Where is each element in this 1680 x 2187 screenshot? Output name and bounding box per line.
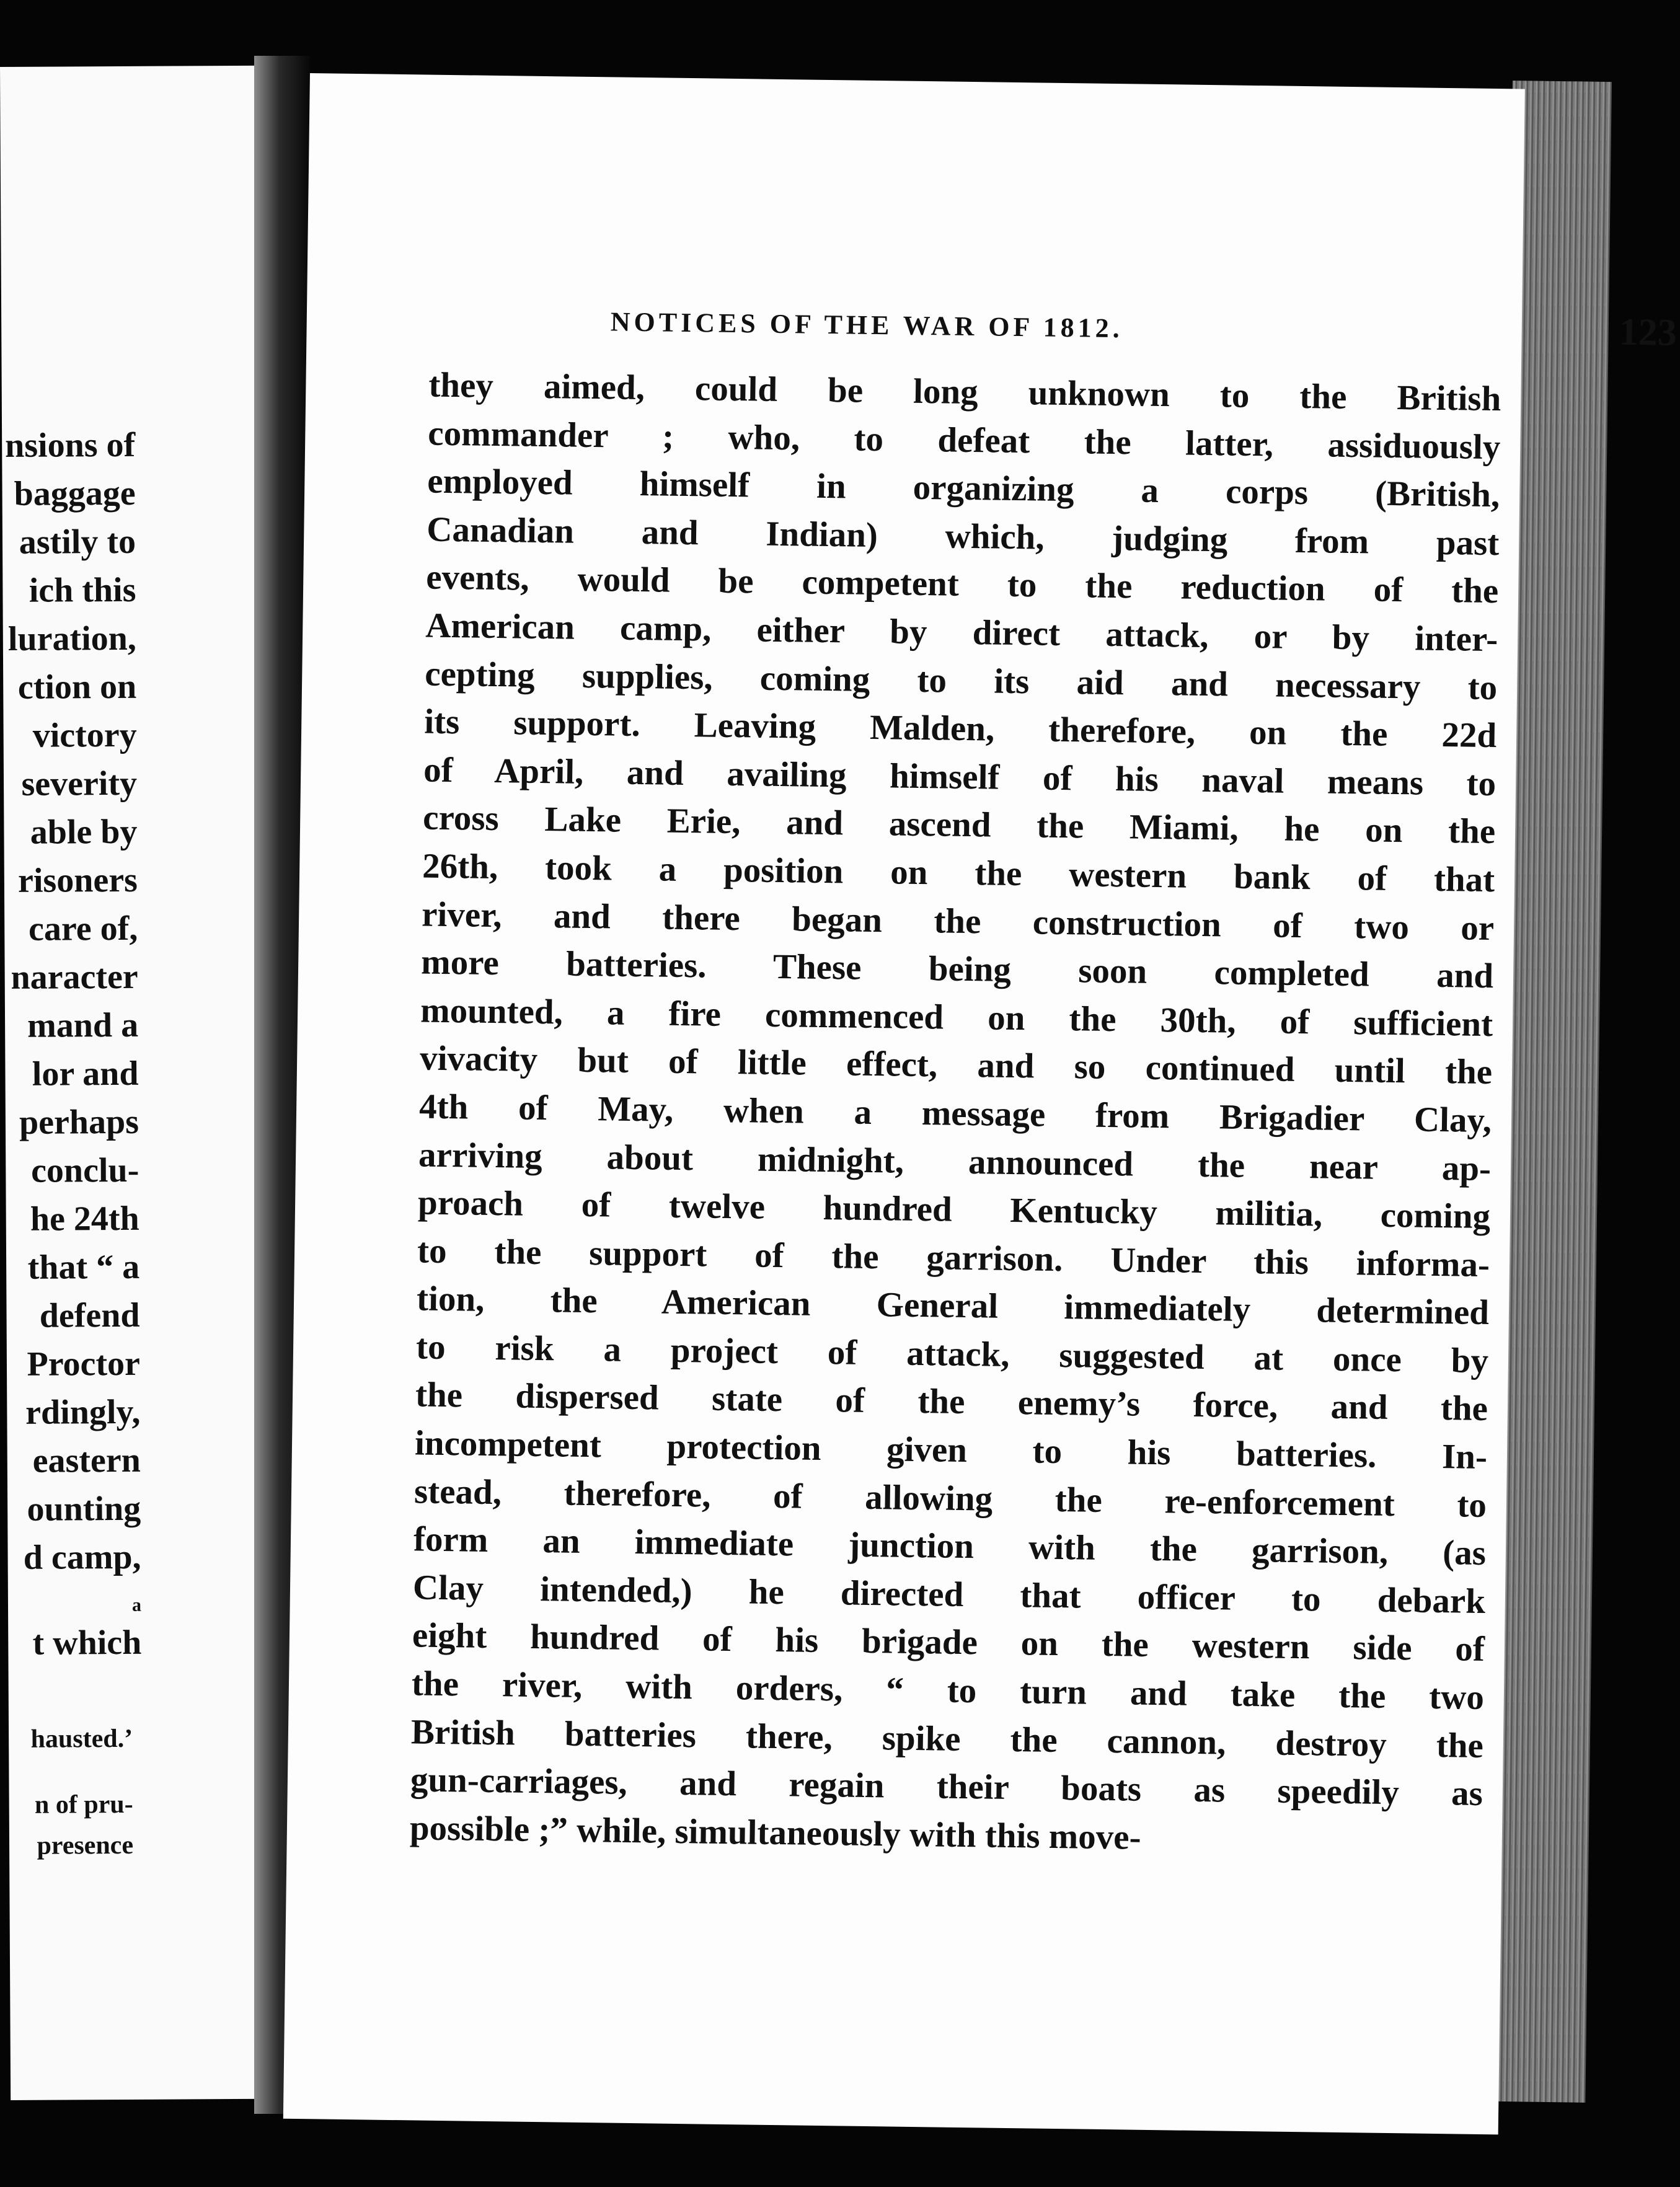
text-line: American camp, either by direct attack, or by inter-: [425, 606, 1498, 660]
text-line: they aimed, could be long unknown to the British: [428, 365, 1501, 419]
text-line: British batteries there, spike the cannon, destroy the: [410, 1712, 1484, 1765]
text-line: commander ; who, to defeat the latter, assiduously: [428, 413, 1501, 467]
text-line: events, would be competent to the reduction of the: [425, 557, 1499, 611]
text-line: to risk a project of attack, suggested at once by: [415, 1327, 1489, 1381]
left-facing-page: [0, 66, 290, 2100]
left-line: Proctor: [27, 1344, 141, 1384]
text-line: 26th, took a position on the western bank of that: [422, 846, 1495, 900]
text-line: incompetent protection given to his batteries. In-: [414, 1423, 1488, 1477]
left-line: ich this: [29, 570, 136, 610]
text-line: Clay intended,) he directed that officer to debark: [412, 1568, 1486, 1621]
left-footnote-line: presence: [37, 1831, 134, 1860]
left-line: lor and: [32, 1054, 139, 1094]
left-line: astily to: [19, 522, 136, 562]
left-line: nsions of: [4, 425, 136, 465]
left-line: able by: [30, 812, 138, 852]
left-line: luration,: [7, 619, 136, 658]
left-footnote-line: n of pru-: [34, 1790, 133, 1819]
text-line: to the support of the garrison. Under this informa-: [417, 1231, 1490, 1284]
left-line: mand a: [27, 1005, 139, 1045]
text-line: proach of twelve hundred Kentucky militia, coming: [417, 1183, 1491, 1237]
left-line: severity: [21, 764, 138, 803]
left-line: ounting: [27, 1489, 141, 1529]
left-line: conclu-: [30, 1151, 139, 1190]
text-line: arriving about midnight, announced the near ap-: [418, 1134, 1492, 1188]
left-line: rdingly,: [25, 1392, 141, 1432]
left-page-footnotes: [9, 1718, 133, 1867]
text-line: river, and there began the construction of two or: [421, 895, 1495, 948]
text-line: the river, with orders, “ to turn and take the two: [411, 1664, 1485, 1718]
left-line: perhaps: [19, 1102, 139, 1142]
text-line: cross Lake Erie, and ascend the Miami, he on the: [422, 798, 1496, 852]
text-line: gun-carriages, and regain their boats as speedily as: [410, 1760, 1483, 1814]
left-line: risoners: [17, 860, 138, 900]
right-page: [283, 73, 1678, 2134]
text-line: Canadian and Indian) which, judging from past: [426, 510, 1500, 563]
text-line: stead, therefore, of allowing the re-enforcement to: [413, 1472, 1487, 1525]
left-footnote-line: hausted.’: [30, 1724, 133, 1754]
text-line: employed himself in organizing a corps (British,: [427, 461, 1500, 515]
running-head: [610, 297, 1678, 354]
body-text: [409, 361, 1501, 1867]
left-page-text: [2, 421, 142, 1668]
left-line: t which: [32, 1623, 142, 1663]
text-line: vivacity but of little effect, and so continued until the: [419, 1038, 1493, 1092]
page-number: 123: [1619, 311, 1678, 354]
text-line: 4th of May, when a message from Brigadier Clay,: [418, 1087, 1492, 1140]
left-line: that “ a: [27, 1247, 140, 1287]
left-line: ction on: [17, 667, 137, 707]
left-line: eastern: [32, 1441, 141, 1480]
left-line: a: [131, 1594, 142, 1615]
left-line: d camp,: [23, 1537, 141, 1577]
text-line: its support. Leaving Malden, therefore, on the 22d: [423, 702, 1497, 756]
text-line: mounted, a fire commenced on the 30th, of sufficient: [420, 991, 1493, 1044]
left-line: victory: [32, 715, 137, 755]
text-line: the dispersed state of the enemy’s force, and the: [415, 1375, 1488, 1429]
text-line: eight hundred of his brigade on the western side of: [412, 1615, 1485, 1669]
text-line: more batteries. These being soon completed and: [420, 942, 1494, 996]
left-line: baggage: [14, 474, 136, 513]
text-line: of April, and availing himself of his naval means to: [423, 750, 1497, 803]
text-line: possible ;” while, simultaneously with this move-: [409, 1808, 1141, 1857]
text-line: cepting supplies, coming to its aid and necessary to: [424, 654, 1498, 707]
left-line: care of,: [28, 909, 138, 948]
text-line: form an immediate junction with the garrison, (as: [413, 1519, 1487, 1573]
running-title: NOTICES OF THE WAR OF 1812.: [610, 306, 1124, 344]
text-line: tion, the American General immediately determined: [416, 1279, 1490, 1333]
left-line: defend: [39, 1296, 140, 1335]
left-line: he 24th: [30, 1199, 139, 1239]
left-line: naracter: [11, 957, 138, 997]
